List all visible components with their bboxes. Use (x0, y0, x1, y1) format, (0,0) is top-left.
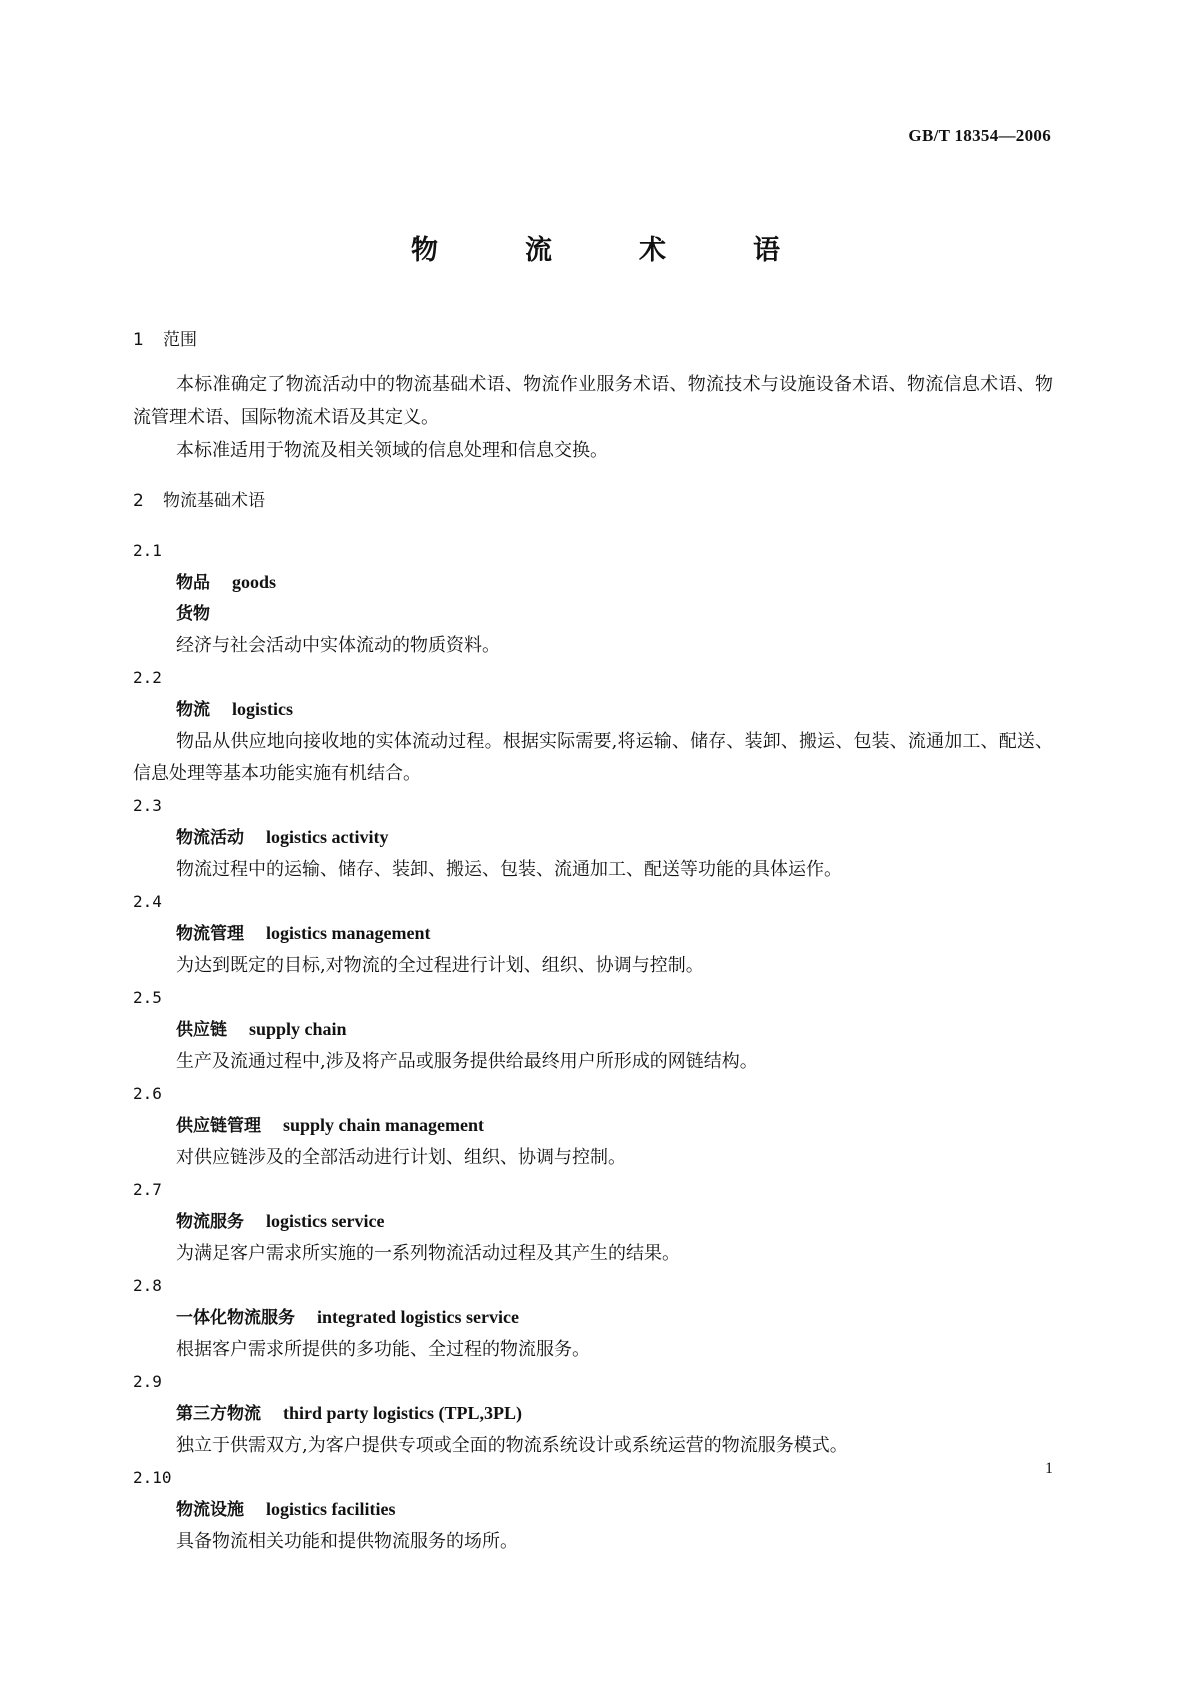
section-number: 1 (133, 330, 144, 350)
section-heading-1 (133, 324, 1053, 356)
term-en: goods (232, 572, 277, 592)
term-entry (133, 662, 1053, 790)
term-en: logistics service (266, 1211, 385, 1231)
term-entry (133, 790, 1053, 886)
term-title (133, 1398, 1053, 1430)
term-title (133, 694, 1053, 726)
term-number: 2.2 (133, 668, 162, 687)
term-en: logistics management (266, 923, 431, 943)
term-number: 2.6 (133, 1084, 162, 1103)
document-title: 物 流 术 语 (411, 235, 810, 266)
term-zh: 供应链 (176, 1020, 227, 1040)
term-number: 2.10 (133, 1468, 172, 1487)
term-zh: 物流设施 (176, 1500, 244, 1520)
term-zh: 物流 (176, 700, 210, 720)
term-zh: 第三方物流 (176, 1404, 261, 1424)
term-entry (133, 982, 1053, 1078)
section-heading-2 (133, 485, 1053, 517)
term-number: 2.5 (133, 988, 162, 1007)
term-number: 2.3 (133, 796, 162, 815)
term-number: 2.4 (133, 892, 162, 911)
section-title: 物流基础术语 (163, 491, 265, 511)
page-number: 1 (1045, 1460, 1053, 1477)
term-title (133, 1302, 1053, 1334)
term-entry (133, 535, 1053, 662)
section-title: 范围 (163, 330, 197, 350)
term-title (133, 1110, 1053, 1142)
term-definition: 对供应链涉及的全部活动进行计划、组织、协调与控制。 (176, 1147, 626, 1168)
scope-paragraph-2: 本标准适用于物流及相关领域的信息处理和信息交换。 (176, 440, 608, 461)
term-en: supply chain (249, 1019, 347, 1039)
term-definition: 生产及流通过程中,涉及将产品或服务提供给最终用户所形成的网链结构。 (176, 1051, 758, 1072)
term-title (133, 822, 1053, 854)
term-number: 2.7 (133, 1180, 162, 1199)
term-entry (133, 1270, 1053, 1366)
term-number: 2.8 (133, 1276, 162, 1295)
term-definition: 物品从供应地向接收地的实体流动过程。根据实际需要,将运输、储存、装卸、搬运、包装、流通加工、配送、信息处理等基本功能实施有机结合。 (133, 731, 1053, 784)
term-title (133, 1494, 1053, 1526)
term-number: 2.9 (133, 1372, 162, 1391)
term-definition: 物流过程中的运输、储存、装卸、搬运、包装、流通加工、配送等功能的具体运作。 (176, 859, 842, 880)
term-en: integrated logistics service (317, 1307, 519, 1327)
term-definition: 根据客户需求所提供的多功能、全过程的物流服务。 (176, 1339, 590, 1360)
term-number: 2.1 (133, 541, 162, 560)
term-zh: 物品 (176, 573, 210, 593)
term-title (133, 1014, 1053, 1046)
term-zh: 物流服务 (176, 1212, 244, 1232)
term-entry (133, 1078, 1053, 1174)
term-en: third party logistics (TPL,3PL) (283, 1403, 522, 1423)
standard-code: GB/T 18354—2006 (908, 126, 1051, 145)
scope-paragraph-1: 本标准确定了物流活动中的物流基础术语、物流作业服务术语、物流技术与设施设备术语、物流信息术语、物流管理术语、国际物流术语及其定义。 (133, 374, 1053, 428)
term-en: logistics (232, 699, 293, 719)
term-title (133, 1206, 1053, 1238)
term-en: supply chain management (283, 1115, 485, 1135)
term-zh: 物流管理 (176, 924, 244, 944)
term-definition: 独立于供需双方,为客户提供专项或全面的物流系统设计或系统运营的物流服务模式。 (176, 1435, 848, 1456)
term-en: logistics facilities (266, 1499, 396, 1519)
term-synonym: 货物 (176, 604, 210, 624)
term-title (133, 918, 1053, 950)
document-body (133, 324, 1053, 1558)
term-definition: 为达到既定的目标,对物流的全过程进行计划、组织、协调与控制。 (176, 955, 704, 976)
term-entry (133, 1174, 1053, 1270)
term-definition: 具备物流相关功能和提供物流服务的场所。 (176, 1531, 518, 1552)
term-zh: 物流活动 (176, 828, 244, 848)
term-en: logistics activity (266, 827, 389, 847)
term-entry (133, 1366, 1053, 1462)
term-zh: 一体化物流服务 (176, 1308, 295, 1328)
term-definition: 为满足客户需求所实施的一系列物流活动过程及其产生的结果。 (176, 1243, 680, 1264)
term-entry (133, 1462, 1053, 1558)
term-entry (133, 886, 1053, 982)
term-title (133, 567, 1053, 599)
section-number: 2 (133, 491, 144, 511)
term-definition: 经济与社会活动中实体流动的物质资料。 (176, 635, 500, 656)
term-zh: 供应链管理 (176, 1116, 261, 1136)
